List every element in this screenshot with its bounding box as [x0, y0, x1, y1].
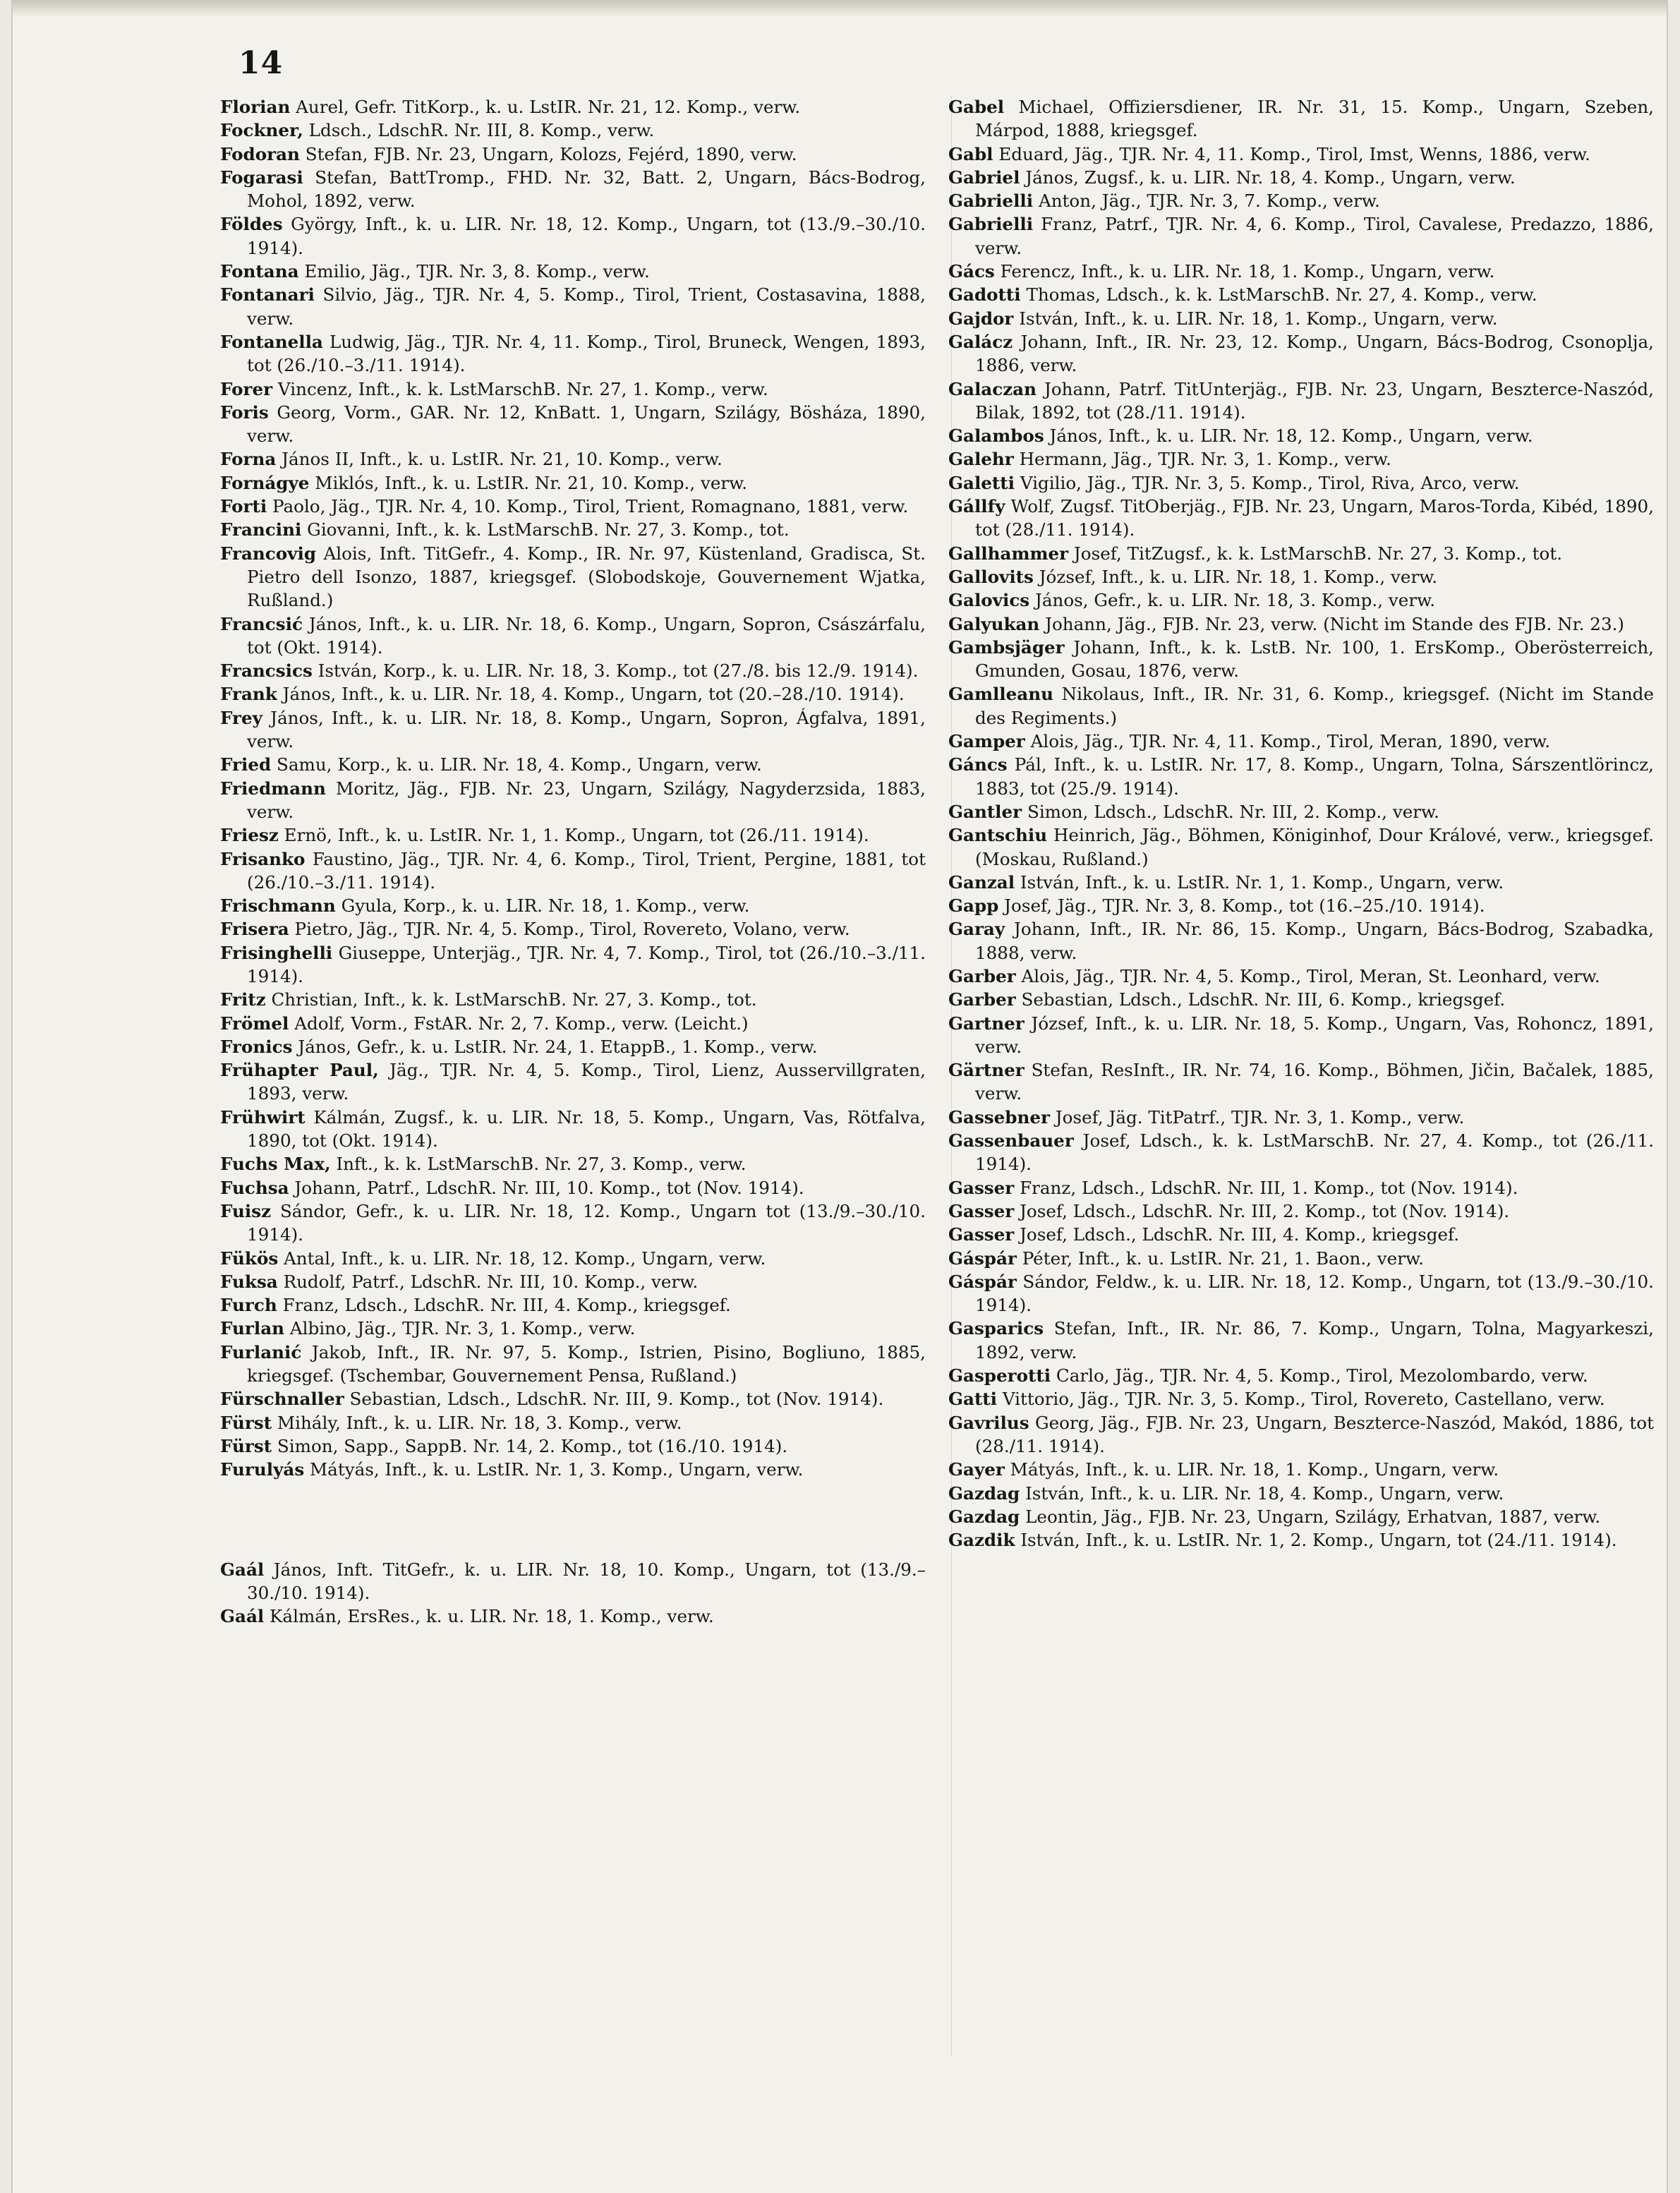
entry-surname: Francsić	[220, 613, 303, 634]
entry-details: Georg, Vorm., GAR. Nr. 12, KnBatt. 1, Ungarn, Szilágy, Bösháza, 1890, verw.	[247, 401, 926, 447]
list-entry	[220, 988, 926, 1011]
entry-surname: Fuchs Max,	[220, 1154, 331, 1175]
entry-surname: Gazdag	[948, 1506, 1020, 1527]
entry-surname: Gantschiu	[948, 825, 1048, 846]
entry-surname: Gadotti	[948, 284, 1021, 306]
entry-surname: Francini	[220, 519, 302, 540]
entry-details: János, Inft., k. u. LIR. Nr. 18, 6. Komp., Ungarn, Sopron, Császárfalu, tot (Okt. 1914).	[247, 613, 926, 658]
entry-details: Nikolaus, Inft., IR. Nr. 31, 6. Komp., kriegsgef. (Nicht im Stande des Regiments.)	[975, 684, 1654, 728]
list-entry	[948, 1012, 1654, 1059]
list-entry	[948, 447, 1654, 471]
entry-details: Antal, Inft., k. u. LIR. Nr. 18, 12. Komp., Ungarn, verw.	[284, 1247, 766, 1269]
entry-surname: Fornágye	[220, 472, 310, 493]
entry-details: Faustino, Jäg., TJR. Nr. 4, 6. Komp., Tirol, Trient, Pergine, 1881, tot (26./10.–3./11. 1914).	[247, 848, 926, 893]
entry-surname: Gazdik	[948, 1530, 1015, 1551]
entry-details: Sándor, Gefr., k. u. LIR. Nr. 18, 12. Komp., Ungarn tot (13./9.–30./10. 1914).	[247, 1200, 926, 1245]
list-entry	[948, 965, 1654, 988]
list-entry	[220, 1152, 926, 1176]
entry-surname: Gallhammer	[948, 543, 1069, 564]
list-entry	[948, 166, 1654, 189]
entry-details: Sebastian, Ldsch., LdschR. Nr. III, 9. Komp., tot (Nov. 1914).	[349, 1389, 884, 1410]
entry-details: János II, Inft., k. u. LstIR. Nr. 21, 10. Komp., verw.	[282, 449, 723, 470]
entry-surname: Fockner,	[220, 120, 303, 141]
list-entry	[948, 1270, 1654, 1317]
entry-details: Simon, Sapp., SappB. Nr. 14, 2. Komp., tot (16./10. 1914).	[277, 1435, 788, 1456]
entry-details: Moritz, Jäg., FJB. Nr. 23, Ungarn, Szilágy, Nagyderzsida, 1883, verw.	[247, 778, 926, 822]
list-entry	[220, 1434, 926, 1458]
entry-details: Franz, Patrf., TJR. Nr. 4, 6. Komp., Tirol, Cavalese, Predazzo, 1886, verw.	[975, 214, 1654, 258]
entry-details: Anton, Jäg., TJR. Nr. 3, 7. Komp., verw.	[1038, 191, 1380, 212]
entry-details: Silvio, Jäg., TJR. Nr. 4, 5. Komp., Tirol, Trient, Costasavina, 1888, verw.	[247, 284, 926, 329]
entry-surname: Fükös	[220, 1247, 279, 1269]
entry-surname: Garber	[948, 965, 1016, 986]
list-entry	[220, 495, 926, 518]
entry-details: Josef, Jäg. TitPatrf., TJR. Nr. 3, 1. Komp., verw.	[1055, 1106, 1465, 1128]
list-entry	[220, 706, 926, 754]
entry-details: József, Inft., k. u. LIR. Nr. 18, 5. Komp., Ungarn, Vas, Rohoncz, 1891, verw.	[975, 1013, 1654, 1057]
entry-surname: Forti	[220, 496, 267, 517]
entry-surname: Gazdag	[948, 1482, 1020, 1504]
list-entry	[220, 1012, 926, 1035]
entry-details: János, Gefr., k. u. LstIR. Nr. 24, 1. EtappB., 1. Komp., verw.	[298, 1036, 818, 1057]
list-entry	[948, 823, 1654, 871]
list-entry	[948, 1247, 1654, 1270]
entry-surname: Fried	[220, 754, 272, 775]
entry-details: Miklós, Inft., k. u. LstIR. Nr. 21, 10. Komp., verw.	[315, 472, 748, 493]
entry-details: Jakob, Inft., IR. Nr. 97, 5. Komp., Istrien, Pisino, Bogliuno, 1885, kriegsgef. (Tschembar, Gouvernement Pensa, Rußland.)	[247, 1341, 926, 1387]
entry-surname: Gabrielli	[948, 214, 1034, 235]
entry-details: Johann, Inft., IR. Nr. 23, 12. Komp., Ungarn, Bács-Bodrog, Csonoplja, 1886, verw.	[975, 331, 1654, 376]
list-entry	[948, 1364, 1654, 1387]
entry-surname: Gasparics	[948, 1318, 1044, 1339]
list-entry	[220, 1317, 926, 1340]
entry-details: Johann, Inft., k. k. LstB. Nr. 100, 1. ErsKomp., Oberösterreich, Gmunden, Gosau, 1876, verw.	[975, 636, 1654, 682]
entry-surname: Fürst	[220, 1412, 272, 1433]
entry-surname: Gärtner	[948, 1060, 1025, 1081]
entry-surname: Friedmann	[220, 778, 326, 799]
entry-details: Vittorio, Jäg., TJR. Nr. 3, 5. Komp., Tirol, Rovereto, Castellano, verw.	[1002, 1389, 1605, 1410]
entry-surname: Gayer	[948, 1459, 1005, 1480]
entry-details: Georg, Jäg., FJB. Nr. 23, Ungarn, Beszterce-Naszód, Makód, 1886, tot (28./11. 1914).	[975, 1412, 1654, 1456]
entry-surname: Frank	[220, 684, 277, 705]
entry-details: János, Inft. TitGefr., k. u. LIR. Nr. 18, 10. Komp., Ungarn, tot (13./9.–30./10. 1914).	[247, 1559, 926, 1603]
entry-details: Aurel, Gefr. TitKorp., k. u. LstIR. Nr. 21, 12. Komp., verw.	[296, 97, 801, 117]
entry-surname: Gáspár	[948, 1271, 1017, 1292]
entry-details: Albino, Jäg., TJR. Nr. 3, 1. Komp., verw.	[289, 1318, 636, 1339]
list-entry	[220, 941, 926, 989]
entry-details: István, Inft., k. u. LstIR. Nr. 1, 2. Komp., Ungarn, tot (24./11. 1914).	[1020, 1530, 1617, 1551]
list-entry	[948, 1505, 1654, 1528]
list-entry	[220, 1176, 926, 1200]
entry-surname: Gáncs	[948, 754, 1008, 775]
entry-details: Johann, Inft., IR. Nr. 86, 15. Komp., Ungarn, Bács-Bodrog, Szabadka, 1888, verw.	[975, 919, 1654, 963]
entry-surname: Gasser	[948, 1224, 1015, 1245]
entry-surname: Fogarasi	[220, 167, 303, 188]
entry-details: Pietro, Jäg., TJR. Nr. 4, 5. Komp., Tirol, Rovereto, Volano, verw.	[294, 919, 850, 940]
right-column	[948, 95, 1654, 1552]
list-entry	[220, 1247, 926, 1270]
entry-details: Paolo, Jäg., TJR. Nr. 4, 10. Komp., Tirol, Trient, Romagnano, 1881, verw.	[272, 496, 909, 517]
list-entry	[948, 307, 1654, 330]
entry-details: Michael, Offiziersdiener, IR. Nr. 31, 15. Komp., Ungarn, Szeben, Márpod, 1888, kriegsgef.	[975, 97, 1654, 141]
entry-details: Franz, Ldsch., LdschR. Nr. III, 4. Komp., kriegsgef.	[282, 1295, 731, 1316]
entry-surname: Gasser	[948, 1177, 1015, 1198]
list-entry	[948, 1129, 1654, 1176]
entry-surname: Galovics	[948, 590, 1030, 611]
entry-surname: Furulyás	[220, 1459, 305, 1480]
entry-surname: Galaczan	[948, 378, 1037, 399]
list-entry	[220, 1387, 926, 1410]
list-entry	[220, 1605, 926, 1628]
entry-details: Josef, Ldsch., LdschR. Nr. III, 4. Komp., kriegsgef.	[1020, 1224, 1460, 1245]
list-entry	[948, 1458, 1654, 1481]
entry-details: Mátyás, Inft., k. u. LIR. Nr. 18, 1. Komp., Ungarn, verw.	[1010, 1459, 1499, 1480]
list-entry	[948, 1200, 1654, 1223]
list-entry	[220, 1035, 926, 1058]
list-entry	[948, 636, 1654, 683]
entry-details: János, Inft., k. u. LIR. Nr. 18, 12. Komp., Ungarn, verw.	[1049, 425, 1533, 447]
entry-surname: Fontana	[220, 261, 299, 282]
list-entry	[220, 330, 926, 377]
list-entry	[948, 471, 1654, 495]
list-entry	[220, 1058, 926, 1106]
list-entry	[220, 1411, 926, 1434]
entry-details: Heinrich, Jäg., Böhmen, Königinhof, Dour Králové, verw., kriegsgef. (Moskau, Rußland.)	[975, 825, 1654, 869]
entry-details: Giovanni, Inft., k. k. LstMarschB. Nr. 27, 3. Komp., tot.	[307, 519, 790, 540]
entry-surname: Gavrilus	[948, 1412, 1029, 1433]
list-entry	[948, 1411, 1654, 1458]
list-entry	[948, 565, 1654, 588]
entry-surname: Gaál	[220, 1559, 265, 1580]
entry-surname: Gállfy	[948, 496, 1005, 517]
list-entry	[948, 871, 1654, 894]
entry-details: Franz, Ldsch., LdschR. Nr. III, 1. Komp., tot (Nov. 1914).	[1020, 1177, 1518, 1198]
entry-surname: Ganzal	[948, 871, 1015, 893]
entry-details: Wolf, Zugsf. TitOberjäg., FJB. Nr. 23, Ungarn, Maros-Torda, Kibéd, 1890, tot (28./11. 1914).	[975, 496, 1654, 540]
entry-details: Inft., k. k. LstMarschB. Nr. 27, 3. Komp., verw.	[336, 1154, 747, 1175]
list-entry	[220, 1293, 926, 1317]
list-entry	[948, 1058, 1654, 1106]
list-entry	[220, 143, 926, 166]
entry-details: Emilio, Jäg., TJR. Nr. 3, 8. Komp., verw.	[304, 261, 650, 282]
list-entry	[220, 166, 926, 213]
entry-details: Stefan, FJB. Nr. 23, Ungarn, Kolozs, Fejérd, 1890, verw.	[305, 143, 797, 164]
entry-details: Gyula, Korp., k. u. LIR. Nr. 18, 1. Komp., verw.	[341, 895, 750, 917]
entry-surname: Francovig	[220, 543, 317, 564]
entry-details: Rudolf, Patrf., LdschR. Nr. III, 10. Komp., verw.	[283, 1271, 699, 1292]
entry-details: Stefan, ResInft., IR. Nr. 74, 16. Komp., Böhmen, Jičin, Bačalek, 1885, verw.	[975, 1060, 1654, 1104]
list-entry	[220, 777, 926, 824]
list-entry	[220, 847, 926, 895]
list-entry	[220, 1106, 926, 1153]
entry-surname: Gartner	[948, 1013, 1025, 1034]
entry-details: Péter, Inft., k. u. LstIR. Nr. 21, 1. Baon., verw.	[1022, 1247, 1424, 1269]
list-entry	[948, 283, 1654, 306]
entry-surname: Florian	[220, 97, 291, 117]
entry-surname: Gapp	[948, 895, 999, 917]
entry-surname: Galyukan	[948, 613, 1040, 634]
entry-surname: Gabrielli	[948, 191, 1034, 212]
list-entry	[948, 1387, 1654, 1410]
list-entry	[220, 447, 926, 471]
list-entry	[948, 800, 1654, 823]
entry-surname: Fürschnaller	[220, 1389, 344, 1410]
entry-details: János, Gefr., k. u. LIR. Nr. 18, 3. Komp., verw.	[1034, 590, 1436, 611]
list-entry	[220, 542, 926, 612]
list-entry	[220, 119, 926, 142]
list-entry	[948, 95, 1654, 143]
entry-details: Alois, Jäg., TJR. Nr. 4, 11. Komp., Tirol, Meran, 1890, verw.	[1030, 731, 1551, 752]
entry-details: Ernö, Inft., k. u. LstIR. Nr. 1, 1. Komp., Ungarn, tot (26./11. 1914).	[284, 825, 869, 846]
entry-surname: Frisanko	[220, 848, 306, 869]
list-entry	[220, 682, 926, 706]
list-entry	[948, 588, 1654, 612]
entry-surname: Gamper	[948, 731, 1025, 752]
list-entry	[220, 753, 926, 776]
entry-details: István, Inft., k. u. LIR. Nr. 18, 4. Komp., Ungarn, verw.	[1025, 1482, 1504, 1504]
entry-details: István, Inft., k. u. LIR. Nr. 18, 1. Komp., Ungarn, verw.	[1019, 308, 1498, 329]
list-entry	[948, 495, 1654, 542]
entry-surname: Francsics	[220, 660, 313, 682]
list-entry	[948, 917, 1654, 965]
entry-details: Samu, Korp., k. u. LIR. Nr. 18, 4. Komp., Ungarn, verw.	[277, 754, 762, 775]
list-entry	[948, 753, 1654, 800]
entry-surname: Fürst	[220, 1435, 272, 1456]
entry-details: Kálmán, ErsRes., k. u. LIR. Nr. 18, 1. Komp., verw.	[270, 1606, 714, 1627]
list-entry	[948, 424, 1654, 447]
entry-details: István, Korp., k. u. LIR. Nr. 18, 3. Komp., tot (27./8. bis 12./9. 1914).	[318, 660, 919, 682]
list-entry	[948, 1482, 1654, 1505]
entry-surname: Galetti	[948, 472, 1015, 493]
list-entry	[948, 1317, 1654, 1364]
entry-details: Johann, Patrf., LdschR. Nr. III, 10. Komp., tot (Nov. 1914).	[294, 1177, 804, 1198]
list-entry	[948, 377, 1654, 425]
entry-surname: Fuchsa	[220, 1177, 289, 1198]
entry-details: Johann, Jäg., FJB. Nr. 23, verw. (Nicht im Stande des FJB. Nr. 23.)	[1045, 613, 1625, 634]
entry-surname: Fritz	[220, 989, 266, 1010]
entry-surname: Furlanić	[220, 1341, 302, 1363]
entry-details: István, Inft., k. u. LstIR. Nr. 1, 1. Komp., Ungarn, verw.	[1020, 871, 1504, 893]
entry-details: Leontin, Jäg., FJB. Nr. 23, Ungarn, Szilágy, Erhatvan, 1887, verw.	[1025, 1506, 1601, 1527]
list-entry	[220, 659, 926, 682]
entry-surname: Garber	[948, 989, 1016, 1010]
entry-details: Mátyás, Inft., k. u. LstIR. Nr. 1, 3. Komp., Ungarn, verw.	[310, 1459, 804, 1480]
list-entry	[220, 260, 926, 283]
list-entry	[948, 988, 1654, 1011]
entry-details: Alois, Jäg., TJR. Nr. 4, 5. Komp., Tirol, Meran, St. Leonhard, verw.	[1021, 965, 1600, 986]
entry-details: Ludwig, Jäg., TJR. Nr. 4, 11. Komp., Tirol, Bruneck, Wengen, 1893, tot (26./10.–3./11. 1914).	[247, 331, 926, 376]
entry-surname: Frisinghelli	[220, 942, 333, 963]
list-entry	[948, 1528, 1654, 1552]
entry-details: Ldsch., LdschR. Nr. III, 8. Komp., verw.	[308, 120, 655, 141]
entry-surname: Gabl	[948, 143, 993, 164]
entry-surname: Furlan	[220, 1318, 285, 1339]
entry-details: József, Inft., k. u. LIR. Nr. 18, 1. Komp., verw.	[1039, 566, 1438, 587]
entry-details: Stefan, BattTromp., FHD. Nr. 32, Batt. 2, Ungarn, Bács-Bodrog, Mohol, 1892, verw.	[247, 167, 926, 212]
entry-details: Sebastian, Ldsch., LdschR. Nr. III, 6. Komp., kriegsgef.	[1021, 989, 1506, 1010]
list-entry	[220, 212, 926, 260]
entry-details: Josef, Jäg., TJR. Nr. 3, 8. Komp., tot (16.–25./10. 1914).	[1004, 895, 1485, 917]
entry-details: Johann, Patrf. TitUnterjäg., FJB. Nr. 23, Ungarn, Beszterce-Naszód, Bilak, 1892, tot (28./11. 1914).	[975, 378, 1654, 423]
entry-surname: Gabel	[948, 97, 1005, 117]
entry-surname: Fontanari	[220, 284, 315, 306]
list-entry	[220, 917, 926, 941]
list-entry	[948, 542, 1654, 565]
entry-surname: Friesz	[220, 825, 279, 846]
entry-surname: Gambsjäger	[948, 636, 1065, 658]
list-entry	[948, 330, 1654, 377]
entry-surname: Frömel	[220, 1013, 289, 1034]
list-entry	[220, 401, 926, 448]
entry-surname: Galehr	[948, 449, 1014, 470]
entry-details: Mihály, Inft., k. u. LIR. Nr. 18, 3. Komp., verw.	[277, 1412, 682, 1433]
entry-surname: Garay	[948, 919, 1005, 940]
entry-details: János, Inft., k. u. LIR. Nr. 18, 4. Komp., Ungarn, tot (20.–28./10. 1914).	[282, 684, 905, 705]
entry-surname: Fronics	[220, 1036, 293, 1057]
list-entry	[220, 518, 926, 541]
entry-details: Josef, Ldsch., k. k. LstMarschB. Nr. 27, 4. Komp., tot (26./11. 1914).	[975, 1130, 1654, 1175]
entry-details: Stefan, Inft., IR. Nr. 86, 7. Komp., Ungarn, Tolna, Magyarkeszi, 1892, verw.	[975, 1318, 1654, 1363]
list-entry	[948, 1106, 1654, 1129]
entry-surname: Frühwirt	[220, 1106, 306, 1128]
entry-surname: Gamlleanu	[948, 684, 1053, 705]
entry-details: Simon, Ldsch., LdschR. Nr. III, 2. Komp., verw.	[1027, 801, 1439, 822]
entry-details: Jäg., TJR. Nr. 4, 5. Komp., Tirol, Lienz, Ausservillgraten, 1893, verw.	[247, 1060, 926, 1104]
entry-details: György, Inft., k. u. LIR. Nr. 18, 12. Komp., Ungarn, tot (13./9.–30./10. 1914).	[247, 214, 926, 258]
entry-details: Giuseppe, Unterjäg., TJR. Nr. 4, 7. Komp., Tirol, tot (26./10.–3./11. 1914).	[247, 942, 926, 986]
entry-details: Kálmán, Zugsf., k. u. LIR. Nr. 18, 5. Komp., Ungarn, Vas, Rötfalva, 1890, tot (Okt. 1914).	[247, 1106, 926, 1152]
entry-details: János, Inft., k. u. LIR. Nr. 18, 8. Komp., Ungarn, Sopron, Ágfalva, 1891, verw.	[247, 707, 926, 752]
entry-surname: Frisera	[220, 919, 289, 940]
entry-surname: Gasser	[948, 1200, 1015, 1221]
entry-details: Alois, Inft. TitGefr., 4. Komp., IR. Nr. 97, Küstenland, Gradisca, St. Pietro dell Isonzo, 1887, kriegsgef. (Slobodskoje, Gouvernement Wjatka, Rußland.)	[247, 543, 926, 611]
list-entry	[948, 260, 1654, 283]
entry-details: János, Zugsf., k. u. LIR. Nr. 18, 4. Komp., Ungarn, verw.	[1025, 167, 1516, 188]
list-entry	[220, 823, 926, 847]
entry-surname: Furch	[220, 1295, 277, 1316]
list-entry	[220, 95, 926, 119]
list-entry	[220, 612, 926, 660]
list-entry	[948, 894, 1654, 917]
entry-details: Christian, Inft., k. k. LstMarschB. Nr. 27, 3. Komp., tot.	[271, 989, 757, 1010]
entry-surname: Forna	[220, 449, 277, 470]
entry-surname: Gáspár	[948, 1247, 1017, 1269]
entry-surname: Gabriel	[948, 167, 1020, 188]
list-entry	[948, 730, 1654, 753]
entry-surname: Gasperotti	[948, 1365, 1051, 1387]
entry-details: Adolf, Vorm., FstAR. Nr. 2, 7. Komp., verw. (Leicht.)	[294, 1013, 749, 1034]
entry-surname: Gassebner	[948, 1106, 1050, 1128]
list-entry	[220, 283, 926, 330]
entry-details: Pál, Inft., k. u. LstIR. Nr. 17, 8. Komp., Ungarn, Tolna, Sárszentlörincz, 1883, tot (25./9. 1914).	[975, 754, 1654, 799]
entry-surname: Földes	[220, 214, 283, 235]
entry-surname: Foris	[220, 401, 269, 423]
entry-details: Carlo, Jäg., TJR. Nr. 4, 5. Komp., Tirol, Mezolombardo, verw.	[1056, 1365, 1588, 1387]
entry-details: Vigilio, Jäg., TJR. Nr. 3, 5. Komp., Tirol, Riva, Arco, verw.	[1020, 472, 1520, 493]
entry-details: Sándor, Feldw., k. u. LIR. Nr. 18, 12. Komp., Ungarn, tot (13./9.–30./10. 1914).	[975, 1271, 1654, 1316]
entry-surname: Gassenbauer	[948, 1130, 1074, 1152]
entry-surname: Gács	[948, 261, 995, 282]
entry-details: Thomas, Ldsch., k. k. LstMarschB. Nr. 27, 4. Komp., verw.	[1026, 284, 1537, 306]
entry-details: Josef, Ldsch., LdschR. Nr. III, 2. Komp., tot (Nov. 1914).	[1020, 1200, 1510, 1221]
list-entry	[220, 1270, 926, 1293]
list-entry	[220, 1341, 926, 1388]
entry-surname: Galambos	[948, 425, 1044, 447]
section-gap	[220, 1482, 926, 1558]
entry-surname: Frischmann	[220, 895, 336, 917]
entry-details: Hermann, Jäg., TJR. Nr. 3, 1. Komp., verw.	[1019, 449, 1391, 470]
entry-details: Vincenz, Inft., k. k. LstMarschB. Nr. 27, 1. Komp., verw.	[277, 378, 768, 399]
entry-surname: Fuisz	[220, 1200, 272, 1221]
list-entry	[220, 894, 926, 917]
list-entry	[220, 471, 926, 495]
list-entry	[220, 1200, 926, 1247]
entry-surname: Frey	[220, 707, 262, 728]
list-entry	[948, 1176, 1654, 1200]
entry-surname: Gajdor	[948, 308, 1014, 329]
list-entry	[948, 612, 1654, 636]
entry-details: Ferencz, Inft., k. u. LIR. Nr. 18, 1. Komp., Ungarn, verw.	[1000, 261, 1495, 282]
entry-surname: Galácz	[948, 331, 1013, 352]
entry-surname: Fuksa	[220, 1271, 278, 1292]
entry-surname: Gantler	[948, 801, 1022, 822]
entry-surname: Gaál	[220, 1606, 265, 1627]
entry-surname: Gallovits	[948, 566, 1034, 587]
entry-surname: Frühapter Paul,	[220, 1060, 379, 1081]
list-entry	[948, 212, 1654, 260]
entry-surname: Forer	[220, 378, 273, 399]
list-entry	[948, 143, 1654, 166]
page-number: 14	[238, 45, 284, 81]
list-entry	[220, 1458, 926, 1481]
list-entry	[220, 1558, 926, 1605]
list-entry	[948, 682, 1654, 730]
list-entry	[948, 1223, 1654, 1246]
entry-surname: Fodoran	[220, 143, 300, 164]
entry-surname: Fontanella	[220, 331, 323, 352]
list-entry	[220, 377, 926, 401]
list-entry	[948, 189, 1654, 212]
scan-edge-shadow	[13, 0, 1667, 17]
entry-details: Eduard, Jäg., TJR. Nr. 4, 11. Komp., Tirol, Imst, Wenns, 1886, verw.	[998, 143, 1590, 164]
left-column	[220, 95, 926, 1628]
entry-details: Josef, TitZugsf., k. k. LstMarschB. Nr. 27, 3. Komp., tot.	[1073, 543, 1563, 564]
entry-surname: Gatti	[948, 1389, 998, 1410]
